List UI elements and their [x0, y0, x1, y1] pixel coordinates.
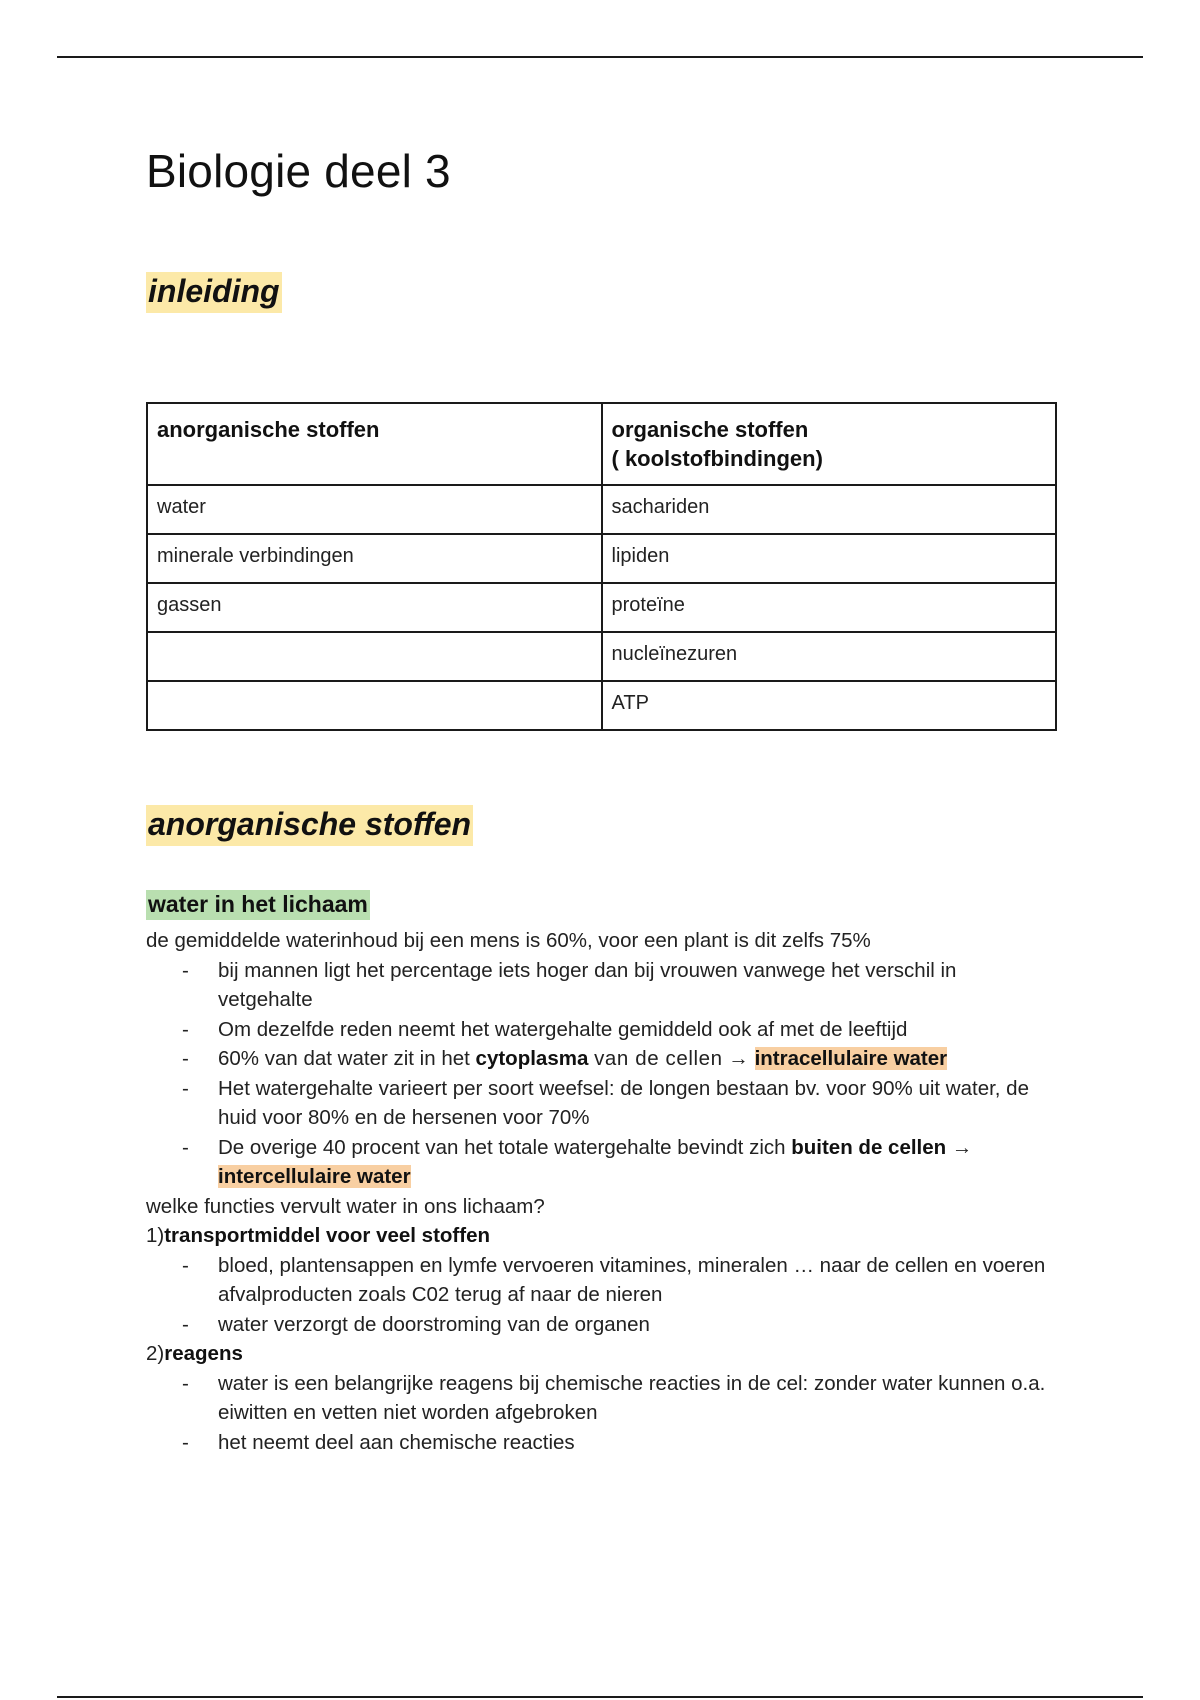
function-title: transportmiddel voor veel stoffen [164, 1224, 491, 1247]
table-cell: ATP [602, 681, 1057, 730]
table-cell: nucleïnezuren [602, 632, 1057, 681]
list-item [146, 1015, 1056, 1045]
table-row [147, 632, 1056, 681]
table-cell: minerale verbindingen [147, 534, 602, 583]
term-buiten-de-cellen: buiten de cellen [791, 1135, 947, 1159]
table-cell: gassen [147, 583, 602, 632]
bullet-text: 60% van dat water zit in het [218, 1047, 470, 1070]
table-header-row [147, 403, 1056, 485]
header-organische [602, 403, 1057, 485]
bullet-text: bij mannen ligt het percentage iets hoger dan bij vrouwen vanwege het verschil in vetgehalte [218, 958, 957, 1011]
dash-bullet: - [182, 1047, 189, 1070]
table-cell: proteïne [602, 583, 1057, 632]
table-row [147, 681, 1056, 730]
function-2-list [146, 1369, 1056, 1458]
dash-bullet: - [182, 1312, 189, 1336]
table-cell: sachariden [602, 485, 1057, 534]
header-organische-sublabel: ( koolstofbindingen) [611, 445, 823, 471]
arrow-icon: → [728, 1047, 749, 1070]
list-item [146, 1044, 1056, 1074]
header-anorganische [147, 403, 602, 485]
bullet-text: water verzorgt de doorstroming van de organen [218, 1312, 650, 1336]
dash-bullet: - [182, 1017, 189, 1041]
functions-question: welke functies vervult water in ons lichaam? [146, 1194, 545, 1218]
bullet-text: bloed, plantensappen en lymfe vervoeren vitamines, mineralen … naar de cellen en voeren afvalproducten zoals C02 terug af naar de nieren [218, 1253, 1046, 1306]
page-title: Biologie deel 3 [146, 145, 451, 197]
function-number: 2) [146, 1342, 165, 1365]
bullet-text: het neemt deel aan chemische reacties [218, 1430, 575, 1454]
header-anorganische-label: anorganische stoffen [157, 417, 380, 442]
function-title: reagens [164, 1342, 243, 1365]
list-item [146, 1251, 1056, 1310]
table-cell [147, 681, 602, 730]
table-row [147, 534, 1056, 583]
arrow-icon: → [951, 1135, 973, 1159]
table-cell [147, 632, 602, 681]
term-intercellulaire-water: intercellulaire water [218, 1165, 411, 1188]
list-item [146, 1074, 1056, 1133]
section-heading-anorganische-stoffen: anorganische stoffen [146, 805, 473, 846]
water-bullet-list [146, 956, 1056, 1192]
list-item [146, 1310, 1056, 1340]
dash-bullet: - [182, 1076, 189, 1100]
bullet-text: De overige 40 procent van het totale watergehalte bevindt zich [218, 1135, 786, 1159]
stoffen-table [146, 402, 1057, 731]
bullet-text: water is een belangrijke reagens bij chemische reacties in de cel: zonder water kunnen o.a. eiwitten en vetten niet worden afgebroken [218, 1371, 1046, 1424]
list-item [146, 1428, 1056, 1458]
function-number: 1) [146, 1224, 165, 1247]
water-body-text [146, 926, 1056, 1457]
bullet-text: Om dezelfde reden neemt het watergehalte gemiddeld ook af met de leeftijd [218, 1017, 908, 1041]
term-cytoplasma: cytoplasma [475, 1047, 589, 1070]
bottom-rule [57, 1696, 1143, 1698]
table-row [147, 485, 1056, 534]
list-item [146, 1369, 1056, 1428]
function-2-heading [146, 1339, 1056, 1369]
function-1-heading [146, 1221, 1056, 1251]
top-rule [57, 56, 1143, 58]
dash-bullet: - [182, 958, 189, 982]
dash-bullet: - [182, 1135, 189, 1159]
function-1-list [146, 1251, 1056, 1340]
term-intracellulaire-water: intracellulaire water [754, 1047, 948, 1070]
table-cell: lipiden [602, 534, 1057, 583]
dash-bullet: - [182, 1430, 189, 1454]
table-cell: water [147, 485, 602, 534]
bullet-text: Het watergehalte varieert per soort weefsel: de longen bestaan bv. voor 90% uit water, de huid voor 80% en de hersenen voor 70% [218, 1076, 1029, 1129]
subheading-water-in-het-lichaam: water in het lichaam [146, 890, 370, 920]
section-heading-inleiding: inleiding [146, 272, 282, 313]
dash-bullet: - [182, 1253, 189, 1277]
list-item [146, 1133, 1056, 1192]
water-intro: de gemiddelde waterinhoud bij een mens is 60%, voor een plant is dit zelfs 75% [146, 929, 871, 952]
header-organische-label: organische stoffen [611, 417, 809, 442]
table-row [147, 583, 1056, 632]
bullet-text: van de cellen [594, 1047, 723, 1070]
dash-bullet: - [182, 1371, 189, 1395]
list-item [146, 956, 1056, 1015]
